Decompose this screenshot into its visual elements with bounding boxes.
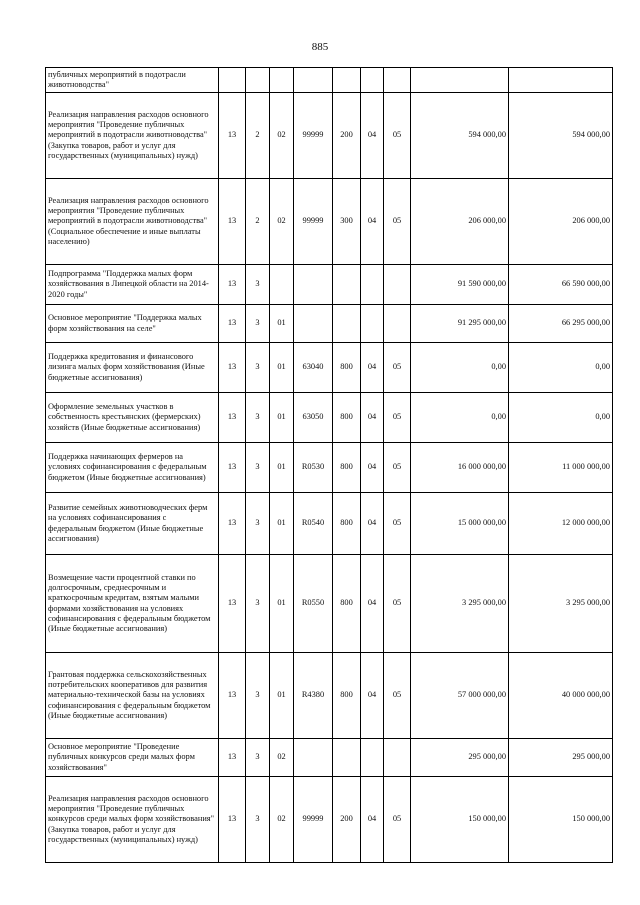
code-pp: 3 [246, 555, 270, 653]
amount-col-1: 91 295 000,00 [411, 305, 509, 343]
code-direction: 99999 [294, 93, 333, 179]
code-pp: 3 [246, 305, 270, 343]
code-gp: 13 [219, 777, 246, 863]
code-section: 04 [361, 179, 384, 265]
code-section [361, 739, 384, 777]
code-subsection [384, 265, 411, 305]
code-direction [294, 68, 333, 93]
code-om: 01 [270, 393, 294, 443]
code-om: 01 [270, 443, 294, 493]
code-om: 01 [270, 653, 294, 739]
table-row [46, 265, 613, 305]
code-gp: 13 [219, 179, 246, 265]
code-subsection: 05 [384, 493, 411, 555]
row-name: Возмещение части процентной ставки по долгосрочным, среднесрочным и краткосрочным кредитам, взятым малыми формами хозяйствования на условиях софинансирования с федеральным бюджетом (Иные бюджетные ассигнования) [46, 555, 219, 653]
code-pp: 3 [246, 343, 270, 393]
table-body [46, 68, 613, 863]
amount-col-1: 594 000,00 [411, 93, 509, 179]
code-om [270, 265, 294, 305]
code-expense-type: 800 [333, 493, 361, 555]
row-name: публичных мероприятий в подотрасли животноводства" [46, 68, 219, 93]
code-section [361, 68, 384, 93]
code-subsection [384, 739, 411, 777]
amount-col-2: 3 295 000,00 [509, 555, 613, 653]
code-expense-type [333, 265, 361, 305]
code-gp: 13 [219, 493, 246, 555]
code-gp: 13 [219, 343, 246, 393]
code-gp: 13 [219, 265, 246, 305]
table-row [46, 393, 613, 443]
amount-col-1: 57 000 000,00 [411, 653, 509, 739]
code-subsection: 05 [384, 393, 411, 443]
code-section: 04 [361, 555, 384, 653]
code-direction: R0530 [294, 443, 333, 493]
code-om: 01 [270, 305, 294, 343]
code-subsection [384, 68, 411, 93]
amount-col-1: 91 590 000,00 [411, 265, 509, 305]
code-gp: 13 [219, 555, 246, 653]
code-pp: 3 [246, 653, 270, 739]
code-direction: R0540 [294, 493, 333, 555]
code-pp: 3 [246, 265, 270, 305]
code-gp [219, 68, 246, 93]
code-section [361, 305, 384, 343]
code-section: 04 [361, 443, 384, 493]
code-direction [294, 305, 333, 343]
row-name: Основное мероприятие "Проведение публичных конкурсов среди малых форм хозяйствования" [46, 739, 219, 777]
code-pp: 3 [246, 739, 270, 777]
code-expense-type: 300 [333, 179, 361, 265]
amount-col-1: 150 000,00 [411, 777, 509, 863]
code-subsection: 05 [384, 777, 411, 863]
amount-col-1: 206 000,00 [411, 179, 509, 265]
code-om: 02 [270, 739, 294, 777]
table-row [46, 653, 613, 739]
amount-col-2 [509, 68, 613, 93]
row-name: Поддержка кредитования и финансового лизинга малых форм хозяйствования (Иные бюджетные ассигнования) [46, 343, 219, 393]
table-row [46, 93, 613, 179]
code-om: 01 [270, 555, 294, 653]
table-row [46, 493, 613, 555]
code-subsection: 05 [384, 179, 411, 265]
code-direction: R4380 [294, 653, 333, 739]
row-name: Грантовая поддержка сельскохозяйственных потребительских кооперативов для развития материально-технической базы на условиях софинансирования с федеральным бюджетом (Иные бюджетные ассигнования) [46, 653, 219, 739]
code-pp: 3 [246, 393, 270, 443]
amount-col-2: 11 000 000,00 [509, 443, 613, 493]
table-row [46, 739, 613, 777]
amount-col-2: 66 295 000,00 [509, 305, 613, 343]
code-direction: 63050 [294, 393, 333, 443]
code-gp: 13 [219, 739, 246, 777]
code-expense-type [333, 739, 361, 777]
code-direction: R0550 [294, 555, 333, 653]
code-pp: 2 [246, 93, 270, 179]
amount-col-2: 295 000,00 [509, 739, 613, 777]
amount-col-2: 66 590 000,00 [509, 265, 613, 305]
code-section: 04 [361, 393, 384, 443]
code-gp: 13 [219, 653, 246, 739]
amount-col-2: 0,00 [509, 393, 613, 443]
table-row [46, 343, 613, 393]
amount-col-1: 15 000 000,00 [411, 493, 509, 555]
code-section: 04 [361, 93, 384, 179]
code-om: 02 [270, 93, 294, 179]
code-gp: 13 [219, 393, 246, 443]
table-row [46, 179, 613, 265]
code-expense-type: 800 [333, 343, 361, 393]
amount-col-1: 295 000,00 [411, 739, 509, 777]
code-section: 04 [361, 777, 384, 863]
code-direction [294, 265, 333, 305]
amount-col-2: 12 000 000,00 [509, 493, 613, 555]
table-row [46, 777, 613, 863]
code-direction: 99999 [294, 777, 333, 863]
code-gp: 13 [219, 443, 246, 493]
code-direction [294, 739, 333, 777]
code-om: 02 [270, 179, 294, 265]
code-section [361, 265, 384, 305]
amount-col-2: 40 000 000,00 [509, 653, 613, 739]
amount-col-2: 206 000,00 [509, 179, 613, 265]
code-om: 01 [270, 493, 294, 555]
code-pp: 3 [246, 443, 270, 493]
code-expense-type: 800 [333, 555, 361, 653]
code-expense-type: 200 [333, 93, 361, 179]
amount-col-2: 0,00 [509, 343, 613, 393]
budget-table [45, 67, 613, 863]
code-expense-type: 800 [333, 393, 361, 443]
row-name: Поддержка начинающих фермеров на условиях софинансирования с федеральным бюджетом (Иные бюджетные ассигнования) [46, 443, 219, 493]
code-section: 04 [361, 653, 384, 739]
code-om: 02 [270, 777, 294, 863]
row-name: Реализация направления расходов основного мероприятия "Проведение публичных мероприятий в подотрасли животноводства" (Закупка товаров, работ и услуг для государственных (муниципальных) нужд) [46, 93, 219, 179]
code-pp [246, 68, 270, 93]
table-row [46, 68, 613, 93]
code-subsection [384, 305, 411, 343]
code-subsection: 05 [384, 443, 411, 493]
amount-col-1 [411, 68, 509, 93]
table-row [46, 443, 613, 493]
amount-col-1: 16 000 000,00 [411, 443, 509, 493]
table-row [46, 305, 613, 343]
code-direction: 99999 [294, 179, 333, 265]
code-subsection: 05 [384, 555, 411, 653]
code-om [270, 68, 294, 93]
amount-col-2: 594 000,00 [509, 93, 613, 179]
code-expense-type: 200 [333, 777, 361, 863]
code-section: 04 [361, 343, 384, 393]
code-om: 01 [270, 343, 294, 393]
code-section: 04 [361, 493, 384, 555]
row-name: Развитие семейных животноводческих ферм на условиях софинансирования с федеральным бюджетом (Иные бюджетные ассигнования) [46, 493, 219, 555]
amount-col-2: 150 000,00 [509, 777, 613, 863]
amount-col-1: 3 295 000,00 [411, 555, 509, 653]
code-pp: 3 [246, 493, 270, 555]
code-expense-type [333, 305, 361, 343]
code-gp: 13 [219, 305, 246, 343]
amount-col-1: 0,00 [411, 343, 509, 393]
code-pp: 2 [246, 179, 270, 265]
table-row [46, 555, 613, 653]
code-pp: 3 [246, 777, 270, 863]
page-number: 885 [311, 41, 329, 53]
code-direction: 63040 [294, 343, 333, 393]
code-subsection: 05 [384, 343, 411, 393]
code-expense-type: 800 [333, 653, 361, 739]
code-gp: 13 [219, 93, 246, 179]
code-subsection: 05 [384, 653, 411, 739]
code-expense-type [333, 68, 361, 93]
row-name: Реализация направления расходов основного мероприятия "Проведение публичных конкурсов среди малых форм хозяйствования" (Закупка товаров, работ и услуг для государственных (муниципальных) нужд) [46, 777, 219, 863]
amount-col-1: 0,00 [411, 393, 509, 443]
row-name: Оформление земельных участков в собственность крестьянских (фермерских) хозяйств (Иные бюджетные ассигнования) [46, 393, 219, 443]
row-name: Подпрограмма "Поддержка малых форм хозяйствования в Липецкой области на 2014-2020 годы" [46, 265, 219, 305]
code-subsection: 05 [384, 93, 411, 179]
row-name: Основное мероприятие "Поддержка малых форм хозяйствования на селе" [46, 305, 219, 343]
code-expense-type: 800 [333, 443, 361, 493]
row-name: Реализация направления расходов основного мероприятия "Проведение публичных мероприятий в подотрасли животноводства" (Социальное обеспечение и иные выплаты населению) [46, 179, 219, 265]
